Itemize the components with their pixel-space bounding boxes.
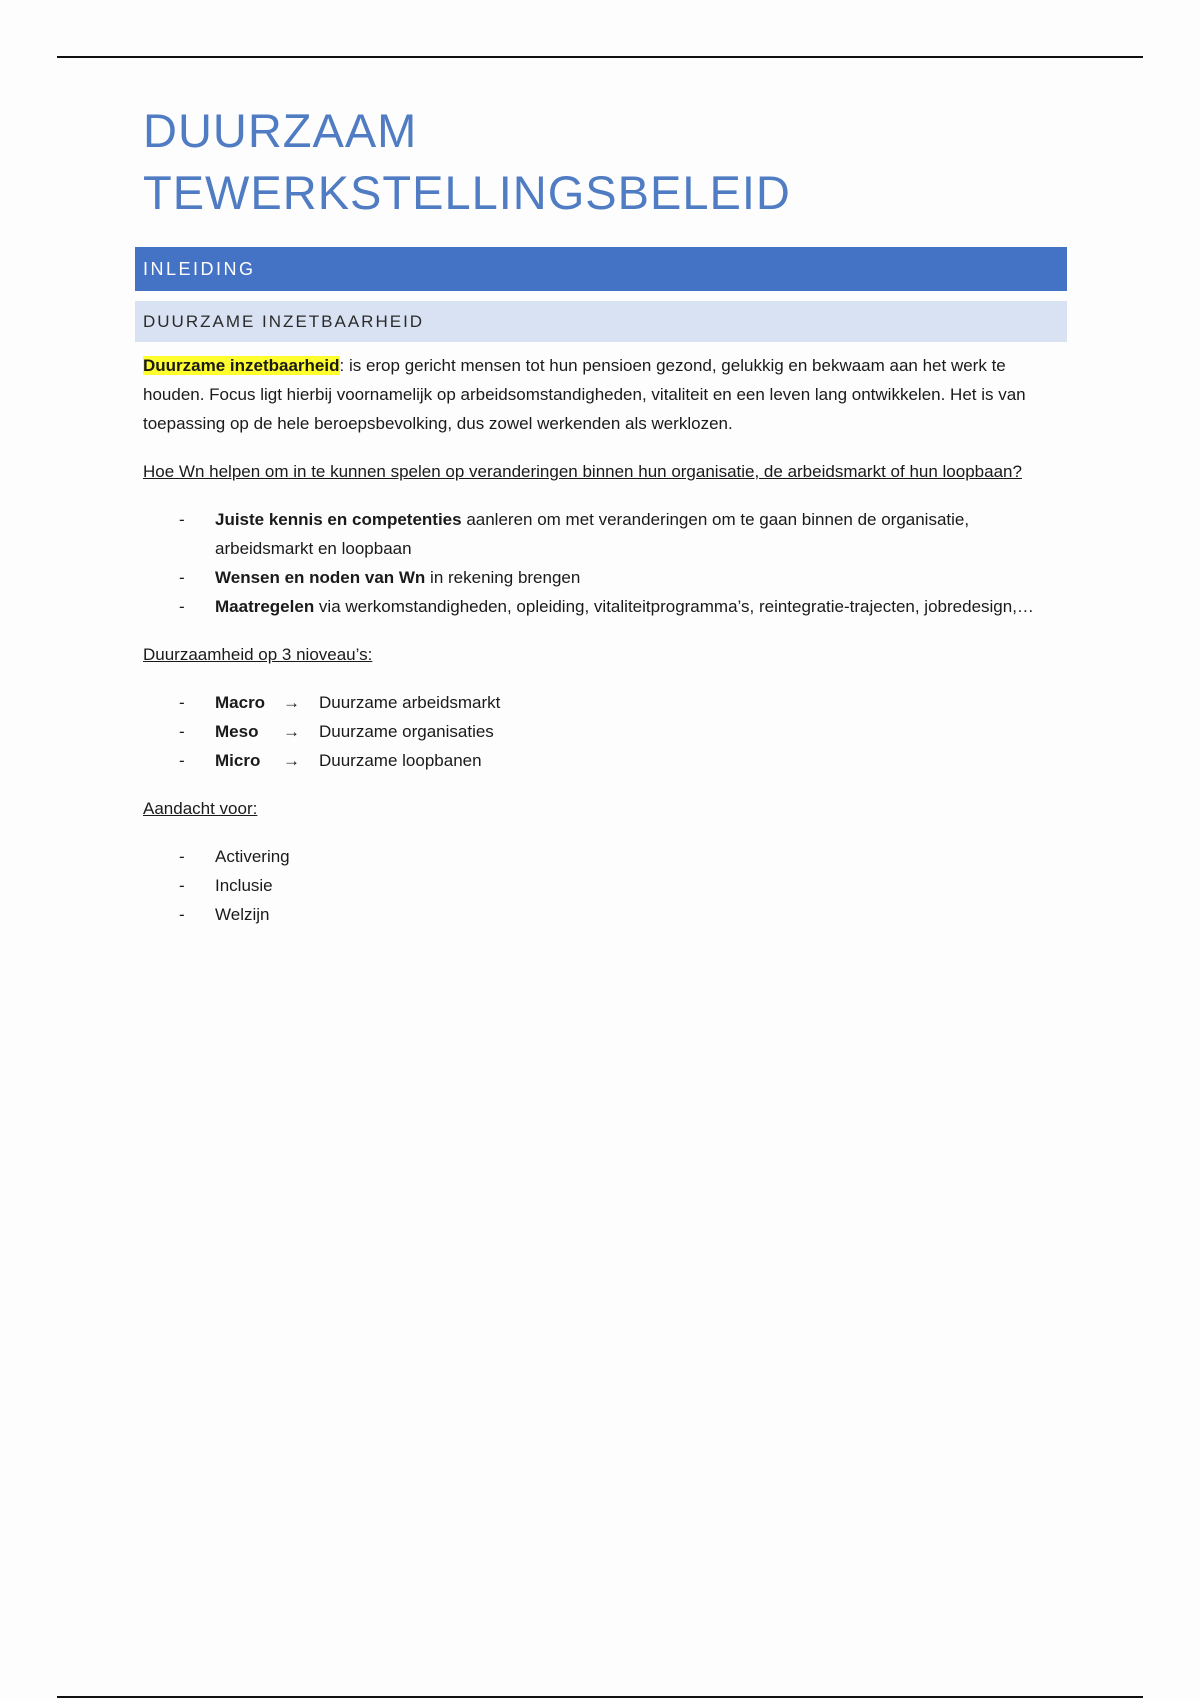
document-title: DUURZAAM TEWERKSTELLINGSBELEID	[143, 104, 791, 219]
list-item	[143, 871, 1061, 900]
list-item-text: aanleren om met veranderingen om te gaan binnen de organisatie, arbeidsmarkt en loopbaan	[215, 510, 970, 558]
arrow-right-icon: →	[283, 722, 300, 741]
attention-heading: Aandacht voor:	[143, 799, 258, 818]
highlighted-term: Duurzame inzetbaarheid	[143, 356, 340, 375]
arrow-right-icon: →	[283, 751, 300, 770]
list-item	[143, 563, 1061, 592]
level-description: Duurzame organisaties	[319, 722, 494, 741]
list-item-text: via werkomstandigheden, opleiding, vitaliteitprogramma’s, reintegratie-trajecten, jobredesign,…	[314, 597, 1034, 616]
list-item	[143, 717, 1061, 746]
intro-text: : is erop gericht mensen tot hun pensioen gezond, gelukkig en bekwaam aan het werk te houden. Focus ligt hierbij voornamelijk op arbeidsomstandigheden, vitaliteit en een leven lang ontwikkelen. Het is van toepassing op de hele beroepsbevolking, dus zowel werkenden als werklozen.	[143, 356, 1026, 433]
heading-2-text: DUURZAME INZETBAARHEID	[143, 312, 425, 331]
levels-heading: Duurzaamheid op 3 nioveau’s:	[143, 645, 373, 664]
list-item-text: Activering	[215, 847, 290, 866]
list-item	[143, 900, 1061, 929]
document-body	[135, 351, 1067, 929]
arrow-right-icon: →	[283, 693, 300, 712]
dash-bullet: -	[179, 568, 185, 587]
level-name: Micro	[215, 751, 261, 770]
list-item-text: Welzijn	[215, 905, 270, 924]
list-item	[143, 505, 1061, 563]
heading-2-band	[135, 301, 1067, 342]
list-item	[143, 688, 1061, 717]
level-description: Duurzame arbeidsmarkt	[319, 693, 501, 712]
dash-bullet: -	[179, 876, 185, 895]
list-item-text: Inclusie	[215, 876, 273, 895]
dash-bullet: -	[179, 597, 185, 616]
level-name: Macro	[215, 693, 266, 712]
list-item	[143, 842, 1061, 871]
list-item	[143, 592, 1061, 621]
list-item-bold: Maatregelen	[215, 597, 315, 616]
help-list	[143, 505, 1061, 621]
level-description: Duurzame loopbanen	[319, 751, 482, 770]
level-name: Meso	[215, 722, 259, 741]
page-bottom-rule	[57, 1696, 1143, 1698]
dash-bullet: -	[179, 847, 185, 866]
list-item	[143, 746, 1061, 775]
dash-bullet: -	[179, 905, 185, 924]
page-top-rule	[57, 56, 1143, 58]
dash-bullet: -	[179, 751, 185, 770]
document-page	[135, 100, 1067, 929]
heading-1-band	[135, 247, 1067, 291]
levels-list	[143, 688, 1061, 775]
list-item-bold: Wensen en noden van Wn	[215, 568, 426, 587]
list-item-bold: Juiste kennis en competenties	[215, 510, 462, 529]
attention-list	[143, 842, 1061, 929]
heading-1-text: INLEIDING	[143, 259, 256, 279]
list-item-text: in rekening brengen	[425, 568, 581, 587]
dash-bullet: -	[179, 693, 185, 712]
dash-bullet: -	[179, 510, 185, 529]
intro-paragraph	[143, 351, 1061, 438]
question-line: Hoe Wn helpen om in te kunnen spelen op veranderingen binnen hun organisatie, de arbeidsmarkt of hun loopbaan?	[143, 462, 1022, 481]
dash-bullet: -	[179, 722, 185, 741]
